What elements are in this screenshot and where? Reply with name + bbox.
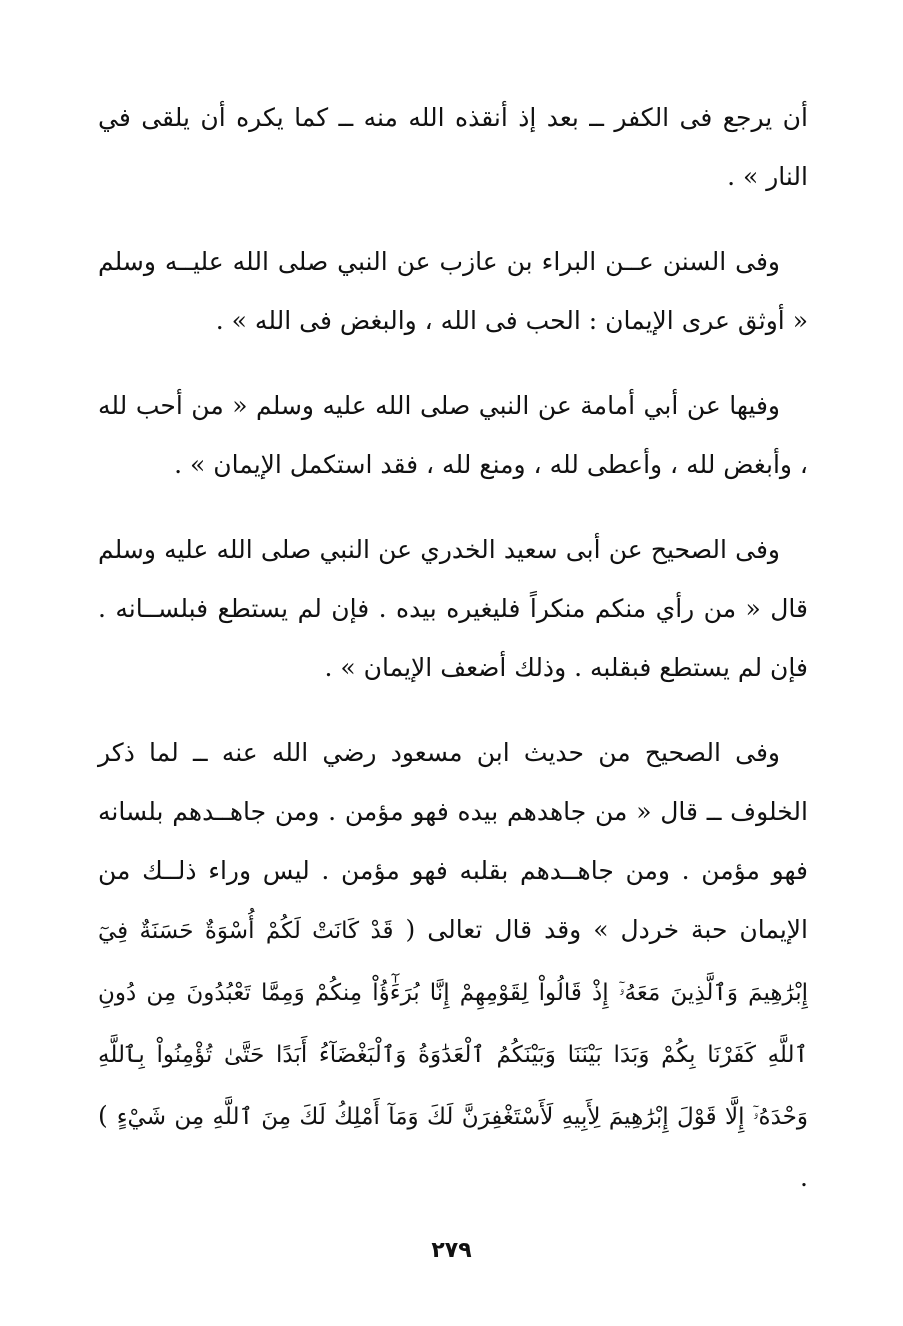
quran-verse: قَدْ كَانَتْ لَكُمْ أُسْوَةٌ حَسَنَةٌ فِيٓ إِبْرَٰهِيمَ وَٱلَّذِينَ مَعَهُۥٓ إِذْ قَالُواْ لِقَوْمِهِمْ إِنَّا بُرَءَٰٓؤُاْ مِنكُمْ وَمِمَّا تَعْبُدُونَ مِن دُونِ ٱللَّهِ كَفَرْنَا بِكُمْ وَبَدَا بَيْنَنَا وَبَيْنَكُمُ ٱلْعَدَٰوَةُ وَٱلْبَغْضَآءُ أَبَدًا حَتَّىٰ تُؤْمِنُواْ بِٱللَّهِ وَحْدَهُۥٓ إِلَّا قَوْلَ إِبْرَٰهِيمَ لِأَبِيهِ لَأَسْتَغْفِرَنَّ لَكَ وَمَآ أَمْلِكُ لَكَ مِنَ ٱللَّهِ مِن شَيْءٍ (98, 918, 808, 1130)
paragraph-2: وفى السنن عــن البراء بن عازب عن النبي صلى الله عليــه وسلم « أوثق عرى الإيمان : الحب فى الله ، والبغض فى الله » . (98, 247, 808, 335)
page-number: ٢٧٩ (431, 1238, 472, 1263)
paragraph-5 (98, 723, 808, 1207)
paragraph-1: أن يرجع فى الكفر ــ بعد إذ أنقذه الله منه ــ كما يكره أن يلقى في النار » . (98, 103, 808, 191)
paragraph-3: وفيها عن أبي أمامة عن النبي صلى الله عليه وسلم « من أحب لله ، وأبغض لله ، وأعطى لله ، ومنع لله ، فقد استكمل الإيمان » . (98, 391, 808, 479)
page-body (98, 88, 808, 1233)
quran-close: ) . (98, 1101, 808, 1192)
paragraph-5-text: وفى الصحيح من حديث ابن مسعود رضي الله عنه ــ لما ذكر الخلوف ــ قال « من جاهدهم بيده فهو مؤمن . ومن جاهــدهم بلسانه فهو مؤمن . ومن جاهــدهم بقلبه فهو مؤمن . ليس وراء ذلــك من الإيمان حبة خردل » وقد قال تعالى ( (98, 738, 808, 944)
paragraph-4: وفى الصحيح عن أبى سعيد الخدري عن النبي صلى الله عليه وسلم قال « من رأي منكم منكراً فليغيره بيده . فإن لم يستطع فبلســانه . فإن لم يستطع فبقلبه . وذلك أضعف الإيمان » . (98, 535, 808, 682)
